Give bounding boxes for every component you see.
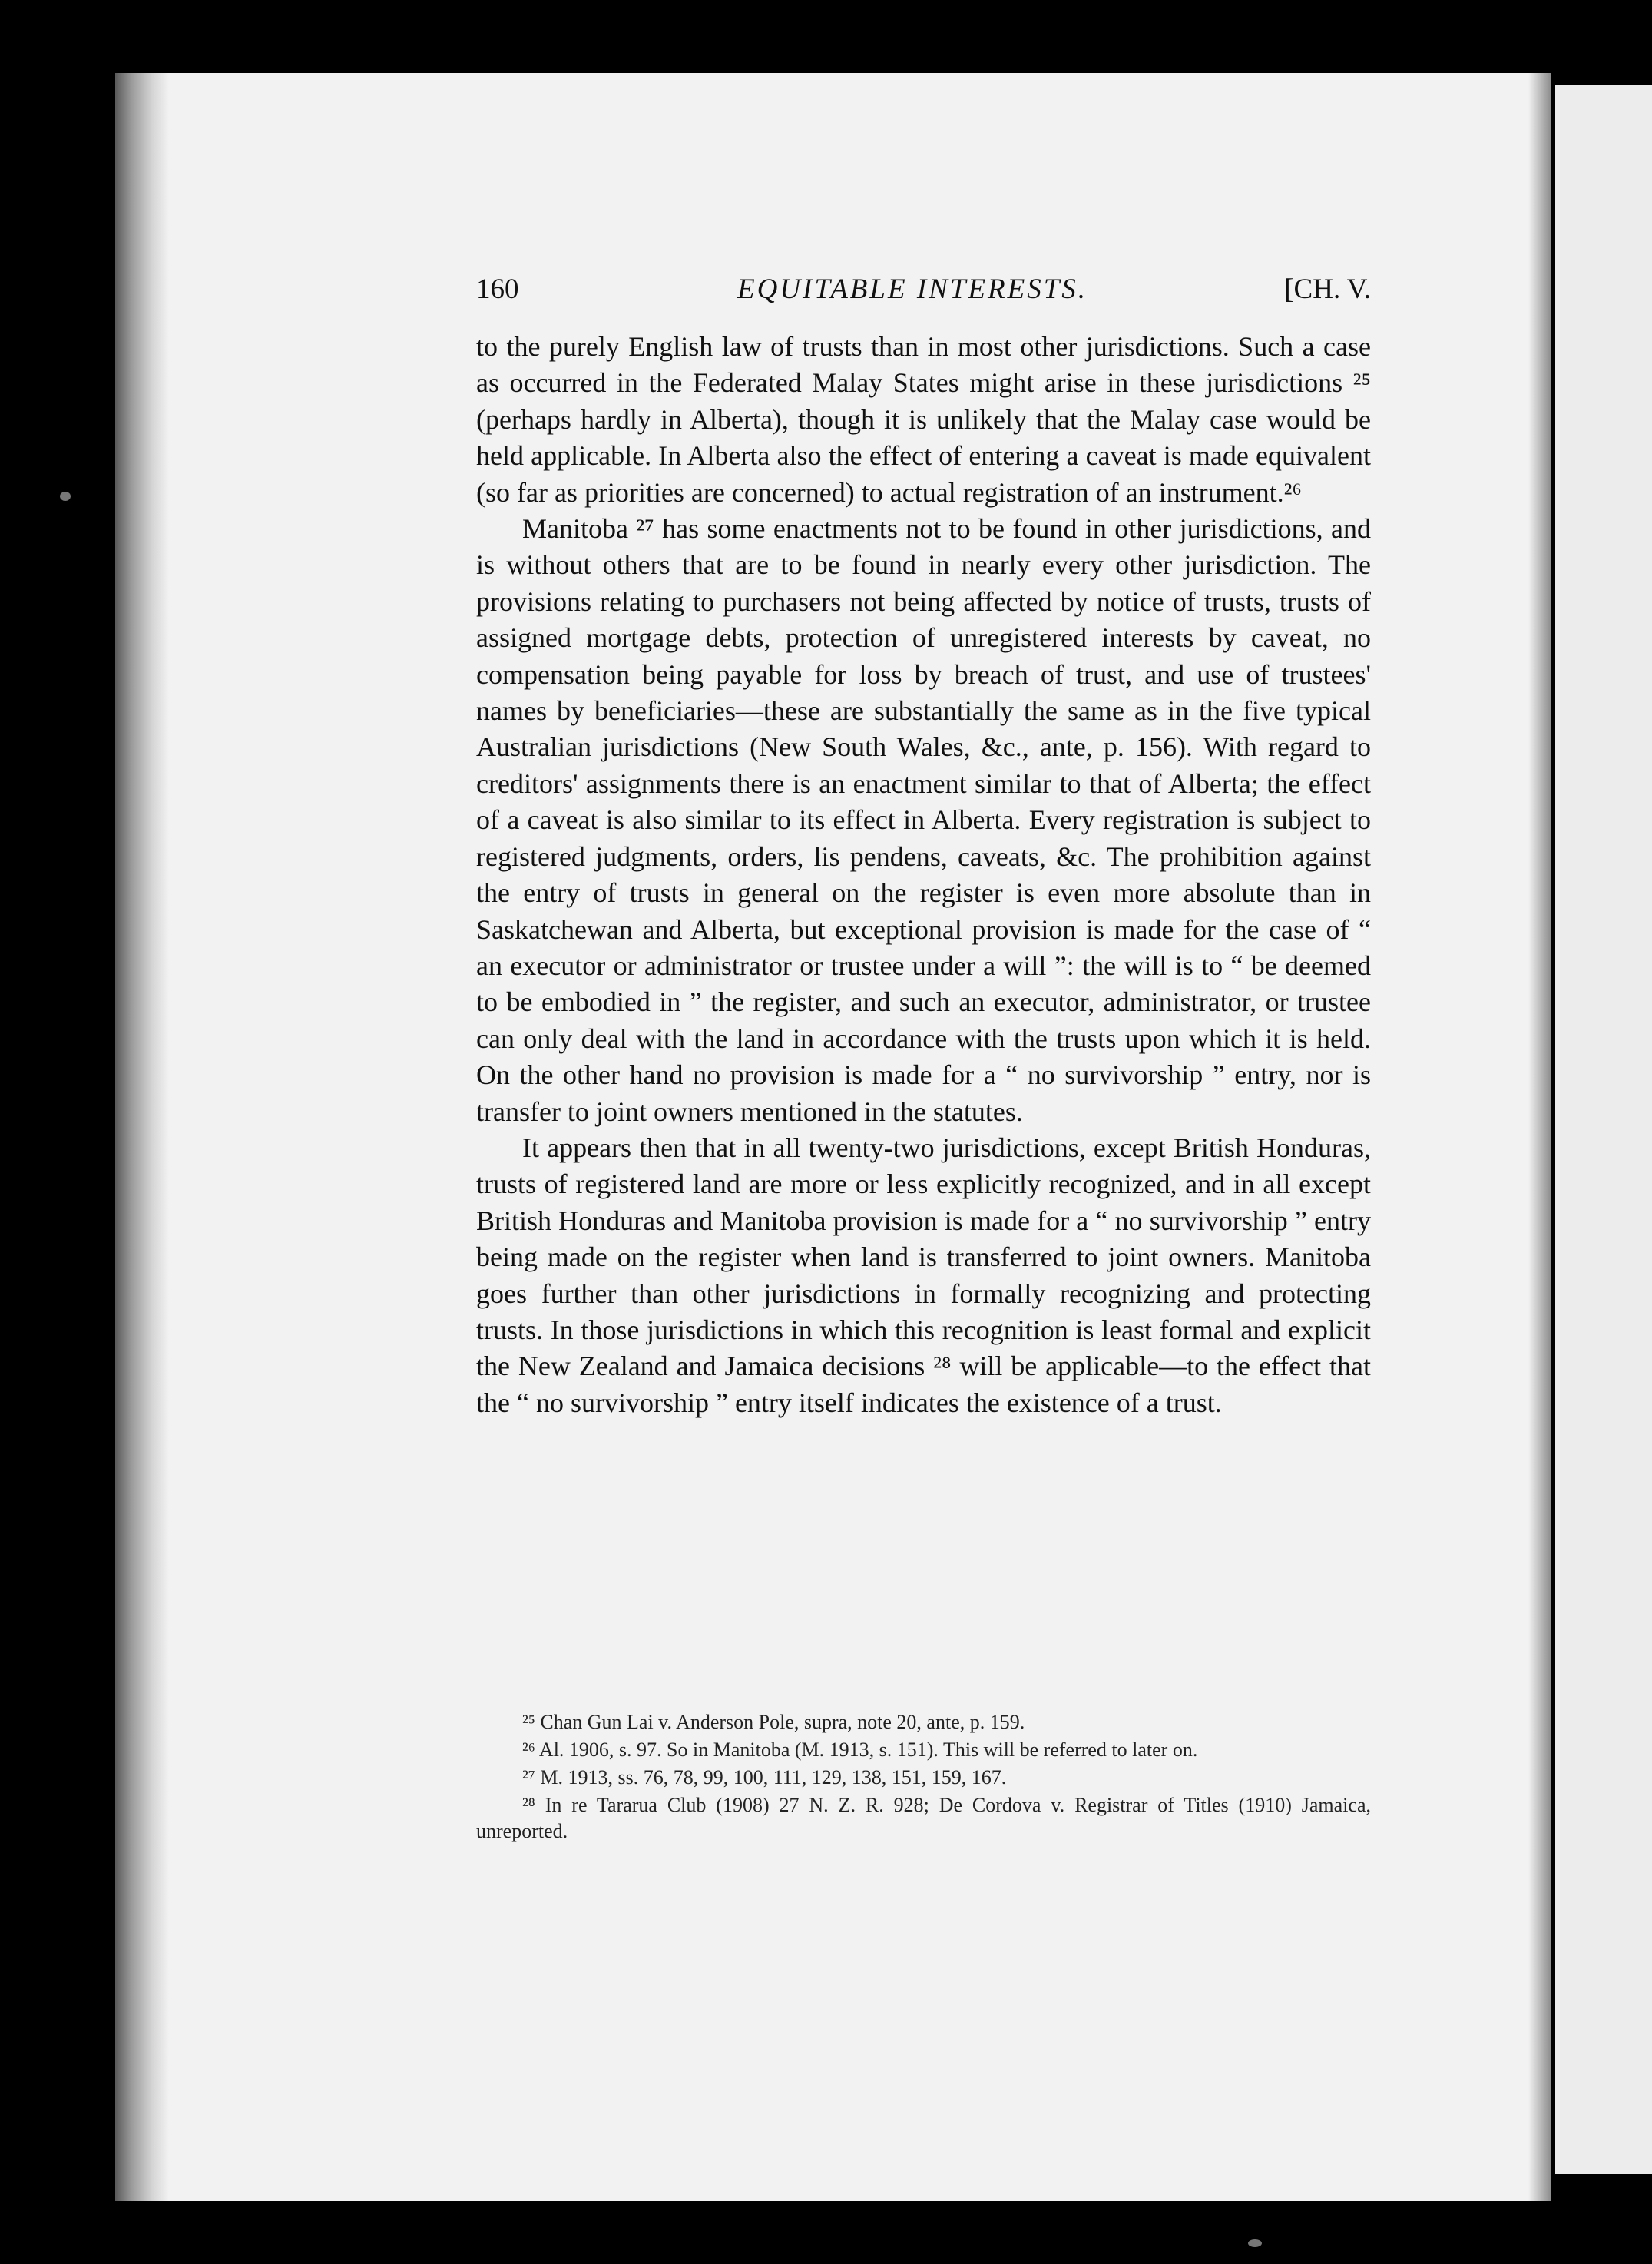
footnote: ²⁷ M. 1913, ss. 76, 78, 99, 100, 111, 129, 138, 151, 159, 167. bbox=[522, 1766, 1007, 1788]
paragraph: Manitoba ²⁷ has some enactments not to be found in other jurisdictions, and is without others that are to be found in nearly every other jurisdiction. The provisions relating to purchasers not being affected by notice of trusts, trusts of assigned mortgage debts, protection of unregistered interests by caveat, no compensation being payable for loss by breach of trust, and use of trustees' names by beneficiaries—these are substantially the same as in the five typical Australian jurisdictions (New South Wales, &c., ante, p. 156). With regard to creditors' assignments there is an enactment similar to that of Alberta; the effect of a caveat is also similar to its effect in Alberta. Every registration is subject to registered judgments, orders, lis pendens, caveats, &c. The prohibition against the entry of trusts in general on the register is even more absolute than in Saskatchewan and Alberta, but exceptional provision is made for the case of “ an executor or administrator or trustee under a will ”: the will is to “ be deemed to be embodied in ” the register, and such an executor, administrator, or trustee can only deal with the land in accordance with the trusts upon which it is held. On the other hand no provision is made for a “ no survivorship ” entry, nor is transfer to joint owners mentioned in the statutes. bbox=[476, 513, 1371, 1127]
page-number: 160 bbox=[476, 273, 519, 305]
scan-speck bbox=[1248, 2239, 1262, 2247]
scan-speck bbox=[60, 492, 71, 501]
footnote: ²⁸ In re Tararua Club (1908) 27 N. Z. R. 928; De Cordova v. Registrar of Titles (1910) Jamaica, unreported. bbox=[476, 1794, 1371, 1842]
paragraph: It appears then that in all twenty-two jurisdictions, except British Honduras, trusts of registered land are more or less explicitly recognized, and in all except British Honduras and Manitoba provision is made for a “ no survivorship ” entry being made on the register when land is transferred to joint owners. Manitoba goes further than other jurisdictions in formally recognizing and protecting trusts. In those jurisdictions in which this recognition is least formal and explicit the New Zealand and Jamaica decisions ²⁸ will be applicable—to the effect that the “ no survivorship ” entry itself indicates the existence of a trust. bbox=[476, 1132, 1371, 1418]
facing-page-edge bbox=[1555, 85, 1652, 2174]
body-text bbox=[476, 329, 1371, 1421]
footnote: ²⁶ Al. 1906, s. 97. So in Manitoba (M. 1913, s. 151). This will be referred to later on. bbox=[522, 1739, 1198, 1761]
page-gutter-shadow bbox=[115, 73, 169, 2201]
paragraph: to the purely English law of trusts than in most other jurisdictions. Such a case as occurred in the Federated Malay States might arise in these jurisdictions ²⁵ (perhaps hardly in Alberta), though it is unlikely that the Malay case would be held applicable. In Alberta also the effect of entering a caveat is made equivalent (so far as priorities are concerned) to actual registration of an instrument.²⁶ bbox=[476, 331, 1371, 508]
footnotes bbox=[476, 1709, 1371, 1846]
footnote: ²⁵ Chan Gun Lai v. Anderson Pole, supra, note 20, ante, p. 159. bbox=[522, 1711, 1025, 1733]
running-title: EQUITABLE INTERESTS. bbox=[737, 273, 1088, 305]
page-edge-shadow bbox=[1528, 73, 1551, 2201]
running-head bbox=[476, 273, 1371, 311]
chapter-label: [CH. V. bbox=[1284, 273, 1371, 305]
